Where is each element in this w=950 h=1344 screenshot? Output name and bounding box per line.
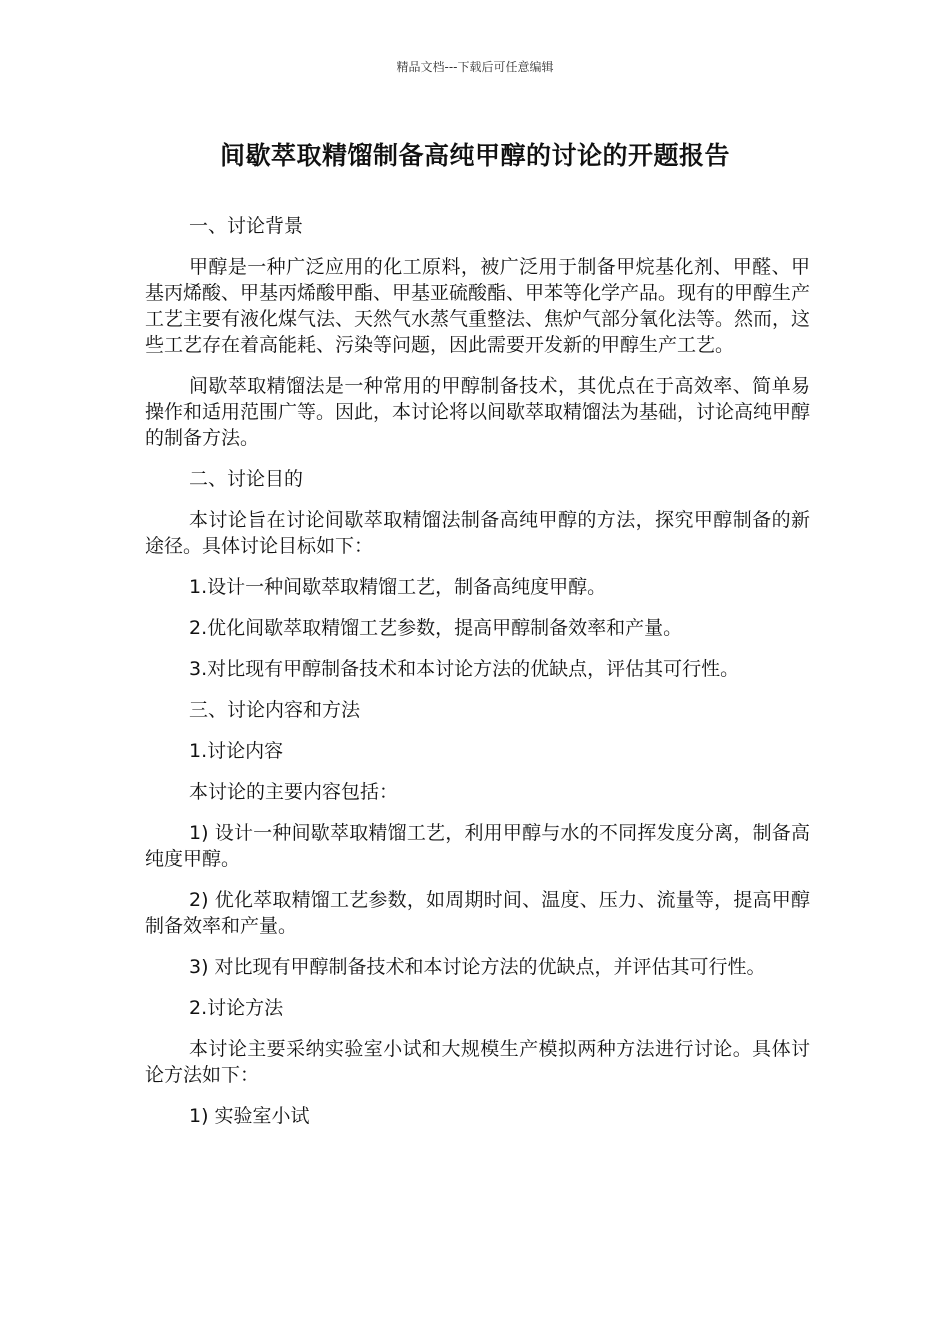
subheading-method: 2.讨论方法 — [189, 997, 284, 1019]
list-item-goal-1: 1.设计一种间歇萃取精馏工艺，制备高纯度甲醇。 — [189, 576, 607, 598]
paragraph-purpose: 本讨论旨在讨论间歇萃取精馏法制备高纯甲醇的方法，探究甲醇制备的新途径。具体讨论目标如下： — [145, 509, 810, 557]
list-item-content-3: 3) 对比现有甲醇制备技术和本讨论方法的优缺点，并评估其可行性。 — [189, 956, 766, 978]
page-header-note: 精品文档---下载后可任意编辑 — [396, 60, 554, 74]
subheading-content: 1.讨论内容 — [189, 740, 284, 762]
list-item-content-1: 1) 设计一种间歇萃取精馏工艺，利用甲醇与水的不同挥发度分离，制备高纯度甲醇。 — [145, 822, 810, 870]
paragraph-method-overview: 本讨论主要采纳实验室小试和大规模生产模拟两种方法进行讨论。具体讨论方法如下： — [145, 1038, 810, 1086]
paragraph-method-intro: 间歇萃取精馏法是一种常用的甲醇制备技术，其优点在于高效率、简单易操作和适用范围广等。因此，本讨论将以间歇萃取精馏法为基础，讨论高纯甲醇的制备方法。 — [145, 375, 811, 449]
list-item-content-2: 2) 优化萃取精馏工艺参数，如周期时间、温度、压力、流量等，提高甲醇制备效率和产量。 — [145, 889, 810, 937]
section-heading-background: 一、讨论背景 — [189, 215, 304, 237]
list-item-goal-2: 2.优化间歇萃取精馏工艺参数，提高甲醇制备效率和产量。 — [189, 617, 683, 639]
document-body — [145, 213, 810, 1144]
list-item-method-1: 1) 实验室小试 — [189, 1105, 310, 1127]
document-title: 间歇萃取精馏制备高纯甲醇的讨论的开题报告 — [219, 141, 730, 170]
paragraph-methanol-intro: 甲醇是一种广泛应用的化工原料，被广泛用于制备甲烷基化剂、甲醛、甲基丙烯酸、甲基丙烯酸甲酯、甲基亚硫酸酯、甲苯等化学产品。现有的甲醇生产工艺主要有液化煤气法、天然气水蒸气重整法、焦炉气部分氧化法等。然而，这些工艺存在着高能耗、污染等问题，因此需要开发新的甲醇生产工艺。 — [145, 256, 811, 356]
list-item-goal-3: 3.对比现有甲醇制备技术和本讨论方法的优缺点，评估其可行性。 — [189, 658, 740, 680]
paragraph-content-intro: 本讨论的主要内容包括： — [189, 781, 399, 803]
section-heading-purpose: 二、讨论目的 — [189, 468, 304, 490]
section-heading-content-method: 三、讨论内容和方法 — [189, 699, 361, 721]
